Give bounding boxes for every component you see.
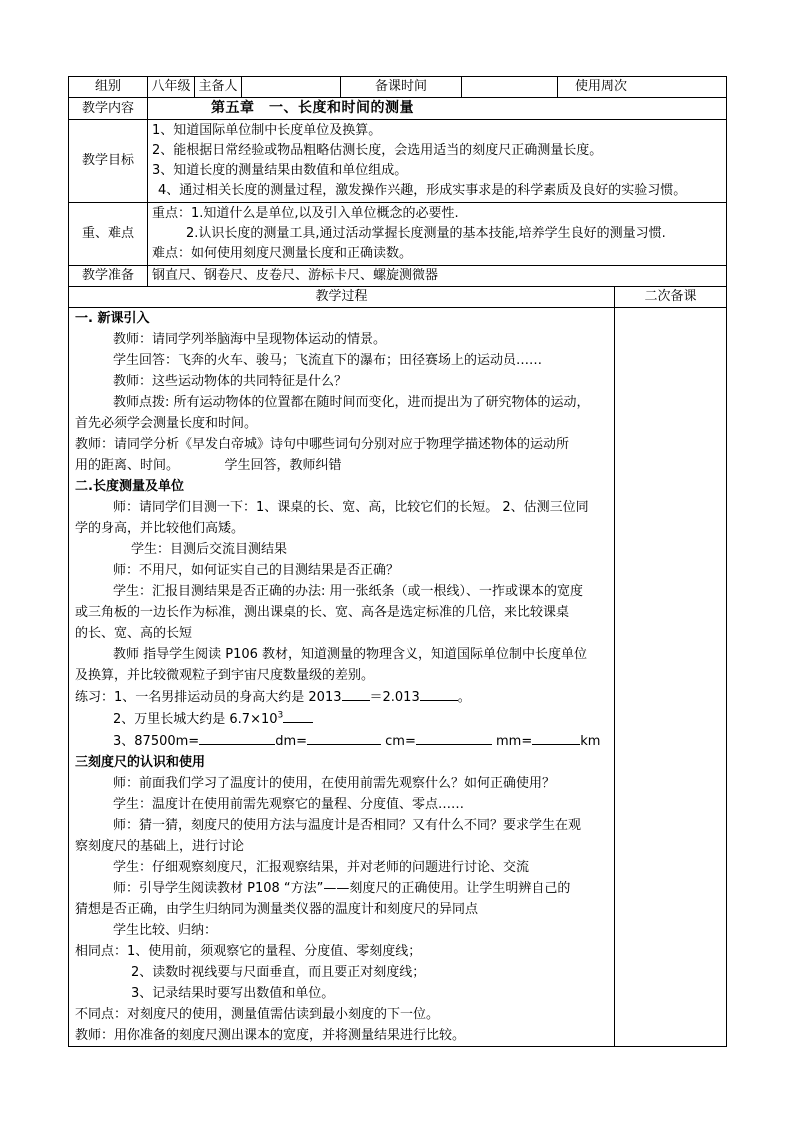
week-label: 使用周次 (574, 79, 627, 94)
prep-time-label: 备课时间 (341, 77, 462, 98)
process-line: 3、记录结果时要写出数值和单位。 (131, 986, 335, 1001)
process-line: 教师：用你准备的刻度尺测出课本的宽度，并将测量结果进行比较。 (75, 1028, 466, 1043)
process-line: 教师 指导学生阅读 P106 教材，知道测量的物理含义，知道国际单位制中长度单位 (113, 647, 588, 662)
keypoint-line: 重点：1.知道什么是单位,以及引入单位概念的必要性. (152, 206, 459, 221)
process-line: 学生：汇报目测结果是否正确的办法: 用一张纸条（或一根线）、一拃或课本的宽度 (113, 584, 584, 599)
secondary-prep-label: 二次备课 (615, 287, 727, 308)
process-line: 学的身高，并比较他们高矮。 (75, 521, 245, 536)
content-title-cell (148, 98, 727, 120)
content-row (69, 98, 727, 120)
section-title: 二.长度测量及单位 (75, 479, 184, 494)
section-title: 三刻度尺的认识和使用 (75, 755, 206, 770)
page-title: 第五章 一、长度和时间的测量 (211, 100, 414, 116)
secondary-prep-cell[interactable] (615, 308, 727, 1047)
exercise-line-2: 2、万里长城大约是 $6.7\times 10^3$ (75, 708, 612, 730)
section-title: 一. 新课引入 (75, 311, 150, 326)
exercise-line-1: 练习：1、一名男排运动员的身高大约是 2013 ＝2.013 。 (75, 686, 612, 708)
keypoints-row (69, 203, 727, 266)
process-row (69, 308, 727, 1047)
goals-cell (148, 120, 727, 203)
process-line: 及换算，并比较微观粒子到宇宙尺度数量级的差别。 (75, 668, 375, 683)
process-header-row (69, 287, 727, 308)
process-line: 学生比较、归纳： (113, 923, 218, 938)
goals-row (69, 120, 727, 203)
lesson-plan-page (68, 76, 726, 1047)
process-line: 师：前面我们学习了温度计的使用，在使用前需先观察什么？如何正确使用？ (113, 776, 556, 791)
process-line: 2、读数时视线要与尺面垂直，而且要正对刻度线； (131, 965, 426, 980)
prep-time-value (462, 77, 558, 98)
process-line: 的长、宽、高的长短 (75, 626, 193, 641)
group-label: 组别 (69, 77, 148, 98)
process-line: 或三角板的一边长作为标准，测出课桌的长、宽、高各是选定标准的几倍，来比较课桌 (75, 605, 570, 620)
keypoints-label: 重、难点 (69, 203, 148, 266)
process-line: 师：引导学生阅读教材 P108 “方法”——刻度尺的正确使用。让学生明辨自己的 (113, 881, 571, 896)
blank[interactable] (342, 686, 370, 701)
process-line: 学生回答：飞奔的火车、骏马；飞流直下的瀑布；田径赛场上的运动员…… (113, 353, 543, 368)
process-line: 察刻度尺的基础上，进行讨论 (75, 839, 245, 854)
prep-label: 教学准备 (69, 266, 148, 287)
process-line: 师：猜一猜，刻度尺的使用方法与温度计是否相同？又有什么不同？要求学生在观 (113, 818, 582, 833)
process-content (69, 308, 615, 1047)
keypoint-line: 2.认识长度的测量工具,通过活动掌握长度测量的基本技能,培养学生良好的测量习惯. (186, 226, 666, 241)
goal-item: 1、知道国际单位制中长度单位及换算。 (152, 123, 382, 138)
preparer-label: 主备人 (195, 77, 242, 98)
process-line: 不同点：对刻度尺的使用，测量值需估读到最小刻度的下一位。 (75, 1007, 440, 1022)
prep-row (69, 266, 727, 287)
exercise-line-3: 3、87500m= dm= cm= mm= km (75, 730, 612, 752)
goal-item: 2、能根据日常经验或物品粗略估测长度，会选用适当的刻度尺正确测量长度。 (152, 143, 603, 158)
process-line: 学生：目测后交流目测结果 (131, 542, 288, 557)
process-label: 教学过程 (69, 287, 615, 308)
process-line: 教师点拨: 所有运动物体的位置都在随时间而变化，进而提出为了研究物体的运动， (113, 395, 590, 410)
process-line: 用的距离、时间。 学生回答，教师纠错 (75, 458, 342, 473)
blank[interactable] (532, 730, 580, 745)
process-line: 相同点：1、使用前，须观察它的量程、分度值、零刻度线； (75, 944, 422, 959)
prep-text: 钢直尺、钢卷尺、皮卷尺、游标卡尺、螺旋测微器 (148, 266, 727, 287)
process-line: 学生：仔细观察刻度尺，汇报观察结果，并对老师的问题进行讨论、交流 (113, 860, 530, 875)
blank[interactable] (416, 730, 492, 745)
blank[interactable] (199, 730, 275, 745)
goals-label: 教学目标 (69, 120, 148, 203)
blank[interactable] (307, 730, 381, 745)
lesson-plan-table (68, 76, 727, 1047)
process-line: 猜想是否正确，由学生归纳同为测量类仪器的温度计和刻度尺的异同点 (75, 902, 479, 917)
process-line: 师：不用尺，如何证实自己的目测结果是否正确？ (113, 563, 400, 578)
keypoints-cell (148, 203, 727, 266)
content-label: 教学内容 (69, 98, 148, 120)
blank[interactable] (420, 686, 458, 701)
goal-item: 4、通过相关长度的测量过程，激发操作兴趣，形成实事求是的科学素质及良好的实验习惯。 (158, 183, 687, 198)
process-line: 教师：请同学分析《早发白帝城》诗句中哪些词句分别对应于物理学描述物体的运动所 (75, 437, 570, 452)
blank[interactable] (283, 708, 313, 723)
process-line: 首先必须学会测量长度和时间。 (75, 416, 258, 431)
week-label-cell (558, 77, 727, 98)
process-line: 学生：温度计在使用前需先观察它的量程、分度值、零点…… (113, 797, 465, 812)
process-line: 师：请同学们目测一下：1、课桌的长、宽、高，比较它们的长短。 2、估测三位同 (113, 500, 589, 515)
grade-cell: 八年级 (148, 77, 195, 98)
header-row (69, 77, 727, 98)
goal-item: 3、知道长度的测量结果由数值和单位组成。 (152, 163, 408, 178)
keypoint-line: 难点：如何使用刻度尺测量长度和正确读数。 (152, 246, 413, 261)
preparer-value (242, 77, 341, 98)
process-line: 教师：请同学列举脑海中呈现物体运动的情景。 (113, 332, 387, 347)
process-line: 教师：这些运动物体的共同特征是什么？ (113, 374, 348, 389)
